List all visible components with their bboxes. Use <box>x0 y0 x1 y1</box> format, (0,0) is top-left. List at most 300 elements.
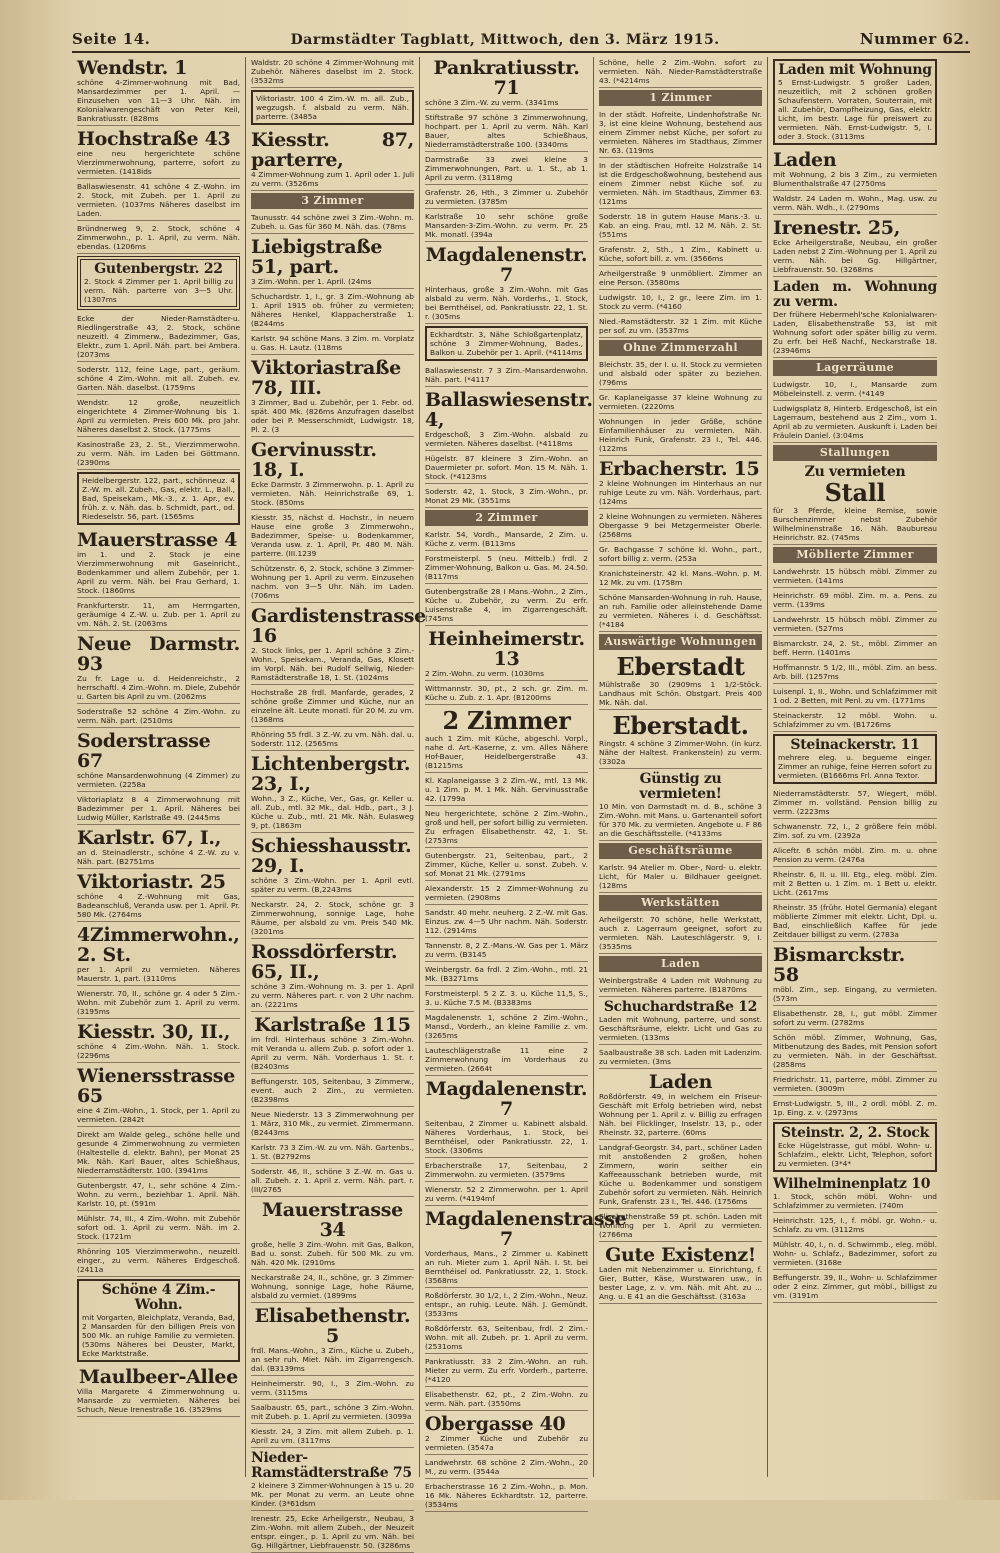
ad-heading: Neue Darmstr. 93 <box>77 633 240 675</box>
ad-heading: Gardistenstrasse 16 <box>251 605 426 647</box>
ad-text: Karlstr. 94 schöne Mans. 3 Zim. m. Vorplatz u. Gas. H. Lautz. (118ms <box>251 334 414 352</box>
classified-ad <box>425 1208 627 1288</box>
ad-text: Heidelbergerstr. 122, part., schönneuz. 4 Z.-W. m. all. Zubeh., Gas, elektr. L., Ball., Bad, Speisekam., Mk.-3., z. 1. Apr., ev. früh. z. v. Näh. das. b. Schmidt, part., od. Riedeselstr. 56, part. (1565ms <box>82 476 235 521</box>
ad-heading: Mauerstrasse 34 <box>262 1199 403 1241</box>
classified-ad <box>773 821 937 843</box>
classified-ad <box>425 244 588 324</box>
ad-heading: Karlstraße 115 <box>254 1014 411 1036</box>
boxed-ad <box>773 59 937 145</box>
classified-ad <box>425 1356 588 1387</box>
ad-text: Erbacherstraße 17, Seitenbau, 2 Zimmerwohn. zu vermieten. (3579ms <box>425 1161 588 1179</box>
classified-ad <box>773 379 937 401</box>
classified-ad <box>599 712 762 769</box>
ad-text: Kiesstr. 24, 3 Zim. mit allem Zubeh. p. 1. April zu vm. (3117ms <box>251 1427 414 1445</box>
ad-heading: Bismarckstr. 58 <box>773 944 905 986</box>
classified-ad <box>77 871 240 922</box>
classified-ad <box>251 605 426 685</box>
ad-text: Heinheimerstr. 90, I., 3 Zim.-Wohn. zu verm. (3115ms <box>251 1379 414 1397</box>
ad-heading: Schuchardstraße 12 <box>603 999 758 1015</box>
ad-text: 10 Min. von Darmstadt m. d. B., schöne 3 Zim.-Wohn. mit Mans. u. Gartenanteil sofort für 370 Mk. zu vermieten. Angebote u. F 86 an die Geschäftsstelle. (*4133ms <box>599 802 762 838</box>
ad-heading: Eberstadt. <box>612 711 749 740</box>
ad-text: Zu fr. Lage u. d. Heidenreichstr., 2 herrschaftl. 4 Zim.-Wohn. m. Diele, Zubehör u. Garten bis April zu vm. (2062ms <box>77 674 240 701</box>
ad-text: Schöne Mansarden-Wohnung in ruh. Hause, an ruh. Familie oder alleinstehende Dame zu vermieten. Näheres i. d. Geschäftsst. (*4184 <box>599 593 762 629</box>
classified-ad <box>425 1012 588 1043</box>
section-header: Geschäftsräume <box>599 843 762 859</box>
ad-heading: Irenestr. 25, <box>773 217 901 239</box>
classified-ad <box>425 707 588 773</box>
classified-ad <box>77 313 240 362</box>
ad-text: Ecke Darmstr. 3 Zimmerwohn. p. 1. April zu vermieten. Näh. Heinrichstraße 69, 1. Stock. (850ms <box>251 480 414 507</box>
classified-ad <box>599 568 762 590</box>
classified-ad <box>425 57 588 110</box>
ad-text: Luisenpl. 1, II., Wohn. und Schlafzimmer mit 1 od. 2 Betten, mit Penl. zu vm. (1771ms <box>773 687 937 705</box>
classified-ad <box>425 453 588 484</box>
issue-number: Nummer 62. <box>859 30 970 48</box>
classified-ad <box>77 730 240 792</box>
classified-ad <box>599 416 762 456</box>
classified-ad <box>77 439 240 470</box>
ad-text: Gr. Bachgasse 7 schöne kl. Wohn., part., sofort billig z. verm. (253a <box>599 545 762 563</box>
classified-ad <box>77 794 240 825</box>
ad-text: 3 Zimmer, Bad u. Zubehör, per 1. Febr. od. spät. 400 Mk. (826ms Anzufragen daselbst oder bei P. Messerschmidt, Ludwigstr. 18, Pl. 2. (3 <box>251 398 414 434</box>
ad-heading: Zu vermieten <box>804 464 906 480</box>
ad-text: Laden mit Nebenzimmer u. Einrichtung, f. Gier, Butter, Käse, Wurstwaren usw., in bester Lage, z. v. vm. Näh. mit Aht. zu ... Ang. u. E 41 an die Geschäftsst. (3163a <box>599 1265 762 1301</box>
classified-ad <box>773 279 937 358</box>
ad-text: 3 Zim.-Wohn. per 1. April. (24ms <box>251 277 372 286</box>
ad-text: an d. Steinadlerstr., schöne 4 Z.-W. zu v. Näh. part. (B2751ms <box>77 848 240 866</box>
ad-text: schöne 4-Zimmer-wohnung mit Bad, Mansardezimmer per 1. April. — Einzusehen von 11—3 Uhr. Näh. im Kolonialwarengeschäft von Peter Keil, Bankratiusstr. (828ms <box>77 78 240 123</box>
ad-text: Landwehrstr. 15 hübsch möbl. Zimmer zu vermieten. (141ms <box>773 567 937 585</box>
ad-text: Beffungerstr. 39, II., Wohn- u. Schlafzimmer oder 2 einz. Zimmer, gut möbl., billigst zu vm. (3191m <box>773 1273 937 1300</box>
ad-text: Roßdörferstr. 30 1/2, I., 2 Zim.-Wohn., Neuz. entspr., an ruhig. Leute. Näh. J. Gemündt. (3533ms <box>425 1291 588 1318</box>
classified-ad <box>599 359 762 390</box>
classified-ad <box>77 1021 240 1063</box>
ad-text: Schwanenstr. 72, I., 2 größere fein möbl. Zim. sof. zu vm. (2392a <box>773 822 937 840</box>
ad-heading: Laden <box>648 1071 713 1093</box>
ad-heading: Laden m. Wohnung zu verm. <box>773 279 937 310</box>
ad-text: Schön möbl. Zimmer, Wohnung, Gas, Mitbenutzung des Bades, mit Pension sofort zu vermieten. Näh. in der Geschäftsst. (2858ms <box>773 1033 937 1069</box>
ad-heading: Erbacherstr. 15 <box>599 458 760 480</box>
ad-text: Soderstraße 52 schöne 4 Zim.-Wohn. zu verm. Näh. part. (2510ms <box>77 707 240 725</box>
ad-heading: Schiesshausstr. 29, I. <box>251 835 412 877</box>
ad-text: Ludwigstr. 10, I., 2 gr., leere Zim. im 1. Stock zu verm. (*4160 <box>599 293 762 311</box>
classified-ad <box>773 686 937 708</box>
ad-heading: 2 Zimmer <box>442 706 571 735</box>
classified-ad <box>251 1014 414 1074</box>
classified-ad <box>251 1166 414 1197</box>
ad-text: im 1. und 2. Stock je eine Vierzimmerwohnung mit Gaseinricht., Bodenkammer und allem Zubehör, per 1. April zu verm. Näh. bei Frau Gerhard, 1. Stock. (1860ms <box>77 550 240 595</box>
ad-text: Roßdörferstr. 49, in welchem ein Friseur-Geschäft mit Erfolg betrieben wird, nebst Wohnung per 1. April z. v. Billig zu erfragen Näh. bei Flicklinger, Inselstr. 13, p., oder Rheinstr. 32, parterre. (60ms <box>599 1092 762 1137</box>
classified-ad <box>425 940 588 962</box>
ad-text: Taunusstr. 44 schöne zwei 3 Zim.-Wohn. m. Zubeh. u. Gas für 360 M. Näh. das. (78ms <box>251 213 414 231</box>
ad-heading: Nieder-Ramstädterstraße 75 <box>251 1450 412 1481</box>
classified-ad <box>251 236 414 289</box>
newspaper-title: Darmstädter Tagblatt, Mittwoch, den 3. März 1915. <box>290 32 720 48</box>
ad-text: Karlstraße 10 sehr schöne große Mansarden-3-Zim.-Wohn. zu verm. Pr. 25 Mk. monatl. (394a <box>425 212 588 239</box>
ad-heading: Schöne 4 Zim.-Wohn. <box>101 1282 216 1313</box>
ad-text: Nied.-Ramstädterstr. 32 1 Zim. mit Küche per sof. zu vm. (3537ms <box>599 317 762 335</box>
ad-text: Gutenbergstraße 28 I Mans.-Wohn., 2 Zim., Küche u. Zubehör, zu verm. Zu erfr. Luisenstraße 4, im Zigarrengeschäft. (745ms <box>425 587 588 623</box>
classified-ad <box>425 1290 588 1321</box>
ad-text: Forstmeisterpl. 5 2 Z. 3. u. Küche 11,5, S., 3. u. Küche 7.5 M. (B3383ms <box>425 989 588 1007</box>
ad-text: schöne 4 Z.-Wohnung mit Gas, Badeanschluß, Veranda usw. per 1. April. Pr. 580 Mk. (2764ms <box>77 892 240 919</box>
ad-text: Ludwigstr. 10, I., Mansarde zum Möbeleinstell. z. verm. (*4149 <box>773 380 937 398</box>
classified-ad <box>425 154 588 185</box>
ad-text: eine neu hergerichtete schöne Vierzimmerwohnung, parterre, sofort zu vermieten. (1418ids <box>77 149 240 176</box>
ad-text: Ernst-Ludwigstr. 5, III., 2 ordl. möbl. Z. m. 1p. Eing. z. v. (2973ms <box>773 1099 937 1117</box>
ad-text: 2. Stock 4 Zimmer per 1. April billig zu verm. Näh. parterre von 3—5 Uhr. (1307ms <box>84 277 233 304</box>
ad-text: 2 kleine Wohnungen im Hinterhaus an nur ruhige Leute zu vm. Näh. Vorderhaus, part. (124ms <box>599 479 762 506</box>
ad-text: Ballaswiesenstr. 41 schöne 4 Z.-Wohn. im 2. Stock, mit Zubeh. per 1. April zu vermieten. (1037ms Näheres daselbst im Laden. <box>77 182 240 218</box>
ad-text: Soderstr. 18 in gutem Hause Mans.-3. u. Kab. an eing. Frau, mtl. 12 M. Näh. 2. St. (551ms <box>599 212 762 239</box>
boxed-ad <box>773 1122 937 1172</box>
ad-text: Lauteschlägerstraße 11 eine 2 Zimmerwohnung im Vorderhaus zu vermieten. (2664t <box>425 1046 588 1073</box>
ad-text: Hoffmannstr. 5 1/2, III., möbl. Zim. an bess. Arb. bill. (1257ms <box>773 663 937 681</box>
ad-text: Gutenbergstr. 47, I., sehr schöne 4 Zim.-Wohn. zu verm., beziehbar 1. April. Näh. Karlstr. 10, pt. (591m <box>77 1181 240 1208</box>
classified-ad <box>77 1129 240 1178</box>
ad-text: Landgraf-Georgstr. 34, part., schöner Laden mit anstoßenden 2 großen, hohen Zimmern, worin seither ein Kaffeeausschank betrieben wurde, mit Küche u. Bodenkammer und sonstigem Zubehör sofort zu vermieten. Näh. Heinrich Funk, Grafenstr. 23 I., Tel. 446. (1756ms <box>599 1143 762 1206</box>
ad-heading: Magdalenenstr. 7 <box>425 244 588 286</box>
ad-text: Weinbergstraße 4 Laden mit Wohnung zu vermieten. Näheres parterre. (B1870ms <box>599 976 762 994</box>
classified-ad <box>599 1142 762 1209</box>
ad-heading: Günstig zu vermieten! <box>639 771 722 802</box>
classified-ad <box>77 397 240 437</box>
classified-ad <box>599 268 762 290</box>
ad-text: Soderstr. 42, 1. Stock, 3 Zim.-Wohn., pr. Monat 29 Mk. (3551ms <box>425 487 588 505</box>
ad-heading: Rossdörferstr. 65, II., <box>251 941 398 983</box>
classified-ad <box>77 181 240 221</box>
classified-ad <box>599 999 762 1045</box>
column-4 <box>594 57 768 1477</box>
ad-text: Hochstraße 28 frdl. Manfarde, gerades, 2 schöne große Zimmer und Küche, nur an einzelne ält. Leute monatl. für 20 M. zu vm. (1368ms <box>251 688 414 724</box>
section-header: Ohne Zimmerzahl <box>599 340 762 356</box>
classified-ad <box>77 128 240 179</box>
classified-ad <box>77 223 240 254</box>
classified-ad <box>251 1272 414 1303</box>
classified-ad <box>251 1402 414 1424</box>
classified-ad <box>77 529 240 598</box>
ad-text: 2 kleinere 3 Zimmer-Wohnungen à 15 u. 20 Mk. per Monat zu verm. an Leute ohne Kinder. (3*61dsm <box>251 1481 414 1508</box>
section-header: Stallungen <box>773 445 937 461</box>
classified-ad <box>599 653 762 710</box>
ad-text: Soderstr. 46, II., schöne 3 Z.-W. m. Gas u. all. Zubeh. z. 1. April z. verm. Näh. part. r. (III/2765 <box>251 1167 414 1194</box>
ad-text: Frankfurterstr. 11, am Herrngarten, geräumige 4 Z.-W. u. Zub. per 1. April zu vm. Näh. 2. St. (2063ms <box>77 601 240 628</box>
ad-heading: Gutenbergstr. 22 <box>94 261 223 277</box>
ad-text: Neckarstraße 24, II., schöne, gr. 3 Zimmer-Wohnung, sonnige Lage, hohe Räume, alsbald zu vermiet. (1899ms <box>251 1273 414 1300</box>
classified-ad <box>251 1199 414 1270</box>
ad-text: Bründnerweg 9, 2. Stock, schöne 4 Zimmerwohn., p. 1. April, zu verm. Näh. ebendas. (1206ms <box>77 224 240 251</box>
ad-text: Landwehrstr. 15 hübsch möbl. Zimmer zu vermieten. (527ms <box>773 615 937 633</box>
classified-ad <box>251 512 414 561</box>
ad-text: Viktoriastr. 100 4 Zim.-W. m. all. Zub., wegzugsh. f. alsbald zu verm. Näh. parterre. (3485a <box>256 94 409 121</box>
classified-ad <box>251 1076 414 1107</box>
classified-ad <box>773 944 937 1006</box>
classified-ad <box>599 862 762 893</box>
ad-text: Direkt am Walde geleg., schöne helle und gesunde 4 Zimmerwohnung zu vermieten (Haltestelle d. elektr. Bahn), per Monat 25 Mk. Näh. Karl Bauer, altes Schießhaus, Niederramstädterstr. 100. (3941ms <box>77 1130 240 1175</box>
classified-ad <box>599 160 762 209</box>
classified-ad <box>425 1457 588 1479</box>
classified-ad <box>773 788 937 819</box>
ad-text: Landwehrstr. 68 schöne 2 Zim.-Wohn., 20 M., zu verm. (3544a <box>425 1458 588 1476</box>
ad-heading: Gervinusstr. 18, I. <box>251 439 377 481</box>
classified-ad <box>251 753 414 833</box>
ad-text: Karlstr. 73 3 Zim.-W. zu vm. Näh. Gartenbs., 1. St. (B2792ms <box>251 1143 414 1161</box>
ad-text: Gr. Kaplaneigasse 37 kleine Wohnung zu vermieten. (2220ms <box>599 393 762 411</box>
ad-text: schöne 4 Zim.-Wohn. Näh. 1. Stock. (2296ms <box>77 1042 240 1060</box>
classified-ad <box>599 392 762 414</box>
classified-ad <box>425 211 588 242</box>
section-header: Lagerräume <box>773 360 937 376</box>
ad-text: Rheinstr. 6, II. u. III. Etg., eleg. möbl. Zim. mit 2 Betten u. 1 Zim. m. 1 Bett u. elektr. Licht. (2617ms <box>773 870 937 897</box>
ad-heading: Wendstr. 1 <box>77 57 188 79</box>
classified-ad <box>251 941 414 1012</box>
classified-ad <box>251 1378 414 1400</box>
classified-ad <box>251 57 414 88</box>
ad-heading: Gute Existenz! <box>605 1244 756 1266</box>
ad-heading: Liebigstraße 51, part. <box>251 236 383 278</box>
ad-text: Neu hergerichtete, schöne 2 Zim.-Wohn., groß und hell, per sofort billig zu vermieten. Zu erfragen Elisabethenstr. 42, 1. St. (2753ms <box>425 809 588 845</box>
ad-text: Hinterhaus, große 3 Zim.-Wohn. mit Gas alsbald zu verm. Näh. Vorderhs., 1. Stock, bei Bernthéisel, od. Pankratiusstr. 22, 1. St. r. (305ms <box>425 285 588 321</box>
ad-text: Neue Niederstr. 13 3 Zimmerwohnung per 1. März, 310 Mk., zu vermiet. Zimmermann. (B2443ms <box>251 1110 414 1137</box>
ad-text: Hügelstr. 87 kleinere 3 Zim.-Wohn. an Dauermieter pr. sofort. Mon. 15 M. Näh. 1. Stock. (*4123ms <box>425 454 588 481</box>
classified-ad <box>425 1184 588 1206</box>
classified-ad <box>599 458 762 509</box>
ad-heading: Lichtenbergstr. 23, I., <box>251 753 411 795</box>
ad-text: 1. Stock, schön möbl. Wohn- und Schlafzimmer zu vermieten. (740m <box>773 1192 937 1210</box>
classified-ad <box>251 212 414 234</box>
page-label: Seite 14. <box>72 30 151 48</box>
ad-text: große, helle 3 Zim.-Wohn. mit Gas, Balkon, Bad u. sonst. Zubeh. für 500 Mk. zu vm. Näh. 420 Mk. (2910ms <box>251 1240 414 1267</box>
classified-ad <box>251 439 414 510</box>
classified-ad <box>425 907 588 938</box>
classified-ad <box>77 1180 240 1211</box>
classified-ad <box>425 529 588 551</box>
ad-heading: 4Zimmerwohn., 2. St. <box>77 924 240 966</box>
boxed-ad <box>773 734 937 784</box>
classified-ad <box>773 217 937 277</box>
ad-text: schöne 3 Zim.-W. zu verm. (3341ms <box>425 98 559 107</box>
section-header: Werkstätten <box>599 895 762 911</box>
ad-text: mit Vorgarten, Bleichplatz, Veranda, Bad, 2 Mansarden für den billigen Preis von 500 Mk. an ruhige Familie zu vermieten. (530ms Näheres bei Deuster, Markt, Ecke Marktstraße. <box>82 1313 235 1358</box>
classified-ad <box>425 389 593 451</box>
classified-ad <box>425 586 588 626</box>
ad-text: Elisabethenstraße 59 pt. schön. Laden mit Wohnung per 1. April zu vermieten. (2766ma <box>599 1212 762 1239</box>
column-2 <box>246 57 426 1550</box>
classified-ad <box>773 1272 937 1303</box>
classified-ad <box>251 291 414 331</box>
classified-ad <box>425 850 588 881</box>
ad-heading: Wilhelminenplatz 10 <box>773 1176 931 1192</box>
ad-text: schöne 3 Zim.-Wohnung m. 3. per 1. April zu verm. Näheres part. r. von 2 Uhr nachm. an. (2221ms <box>251 982 414 1009</box>
ad-heading: Wienersstrasse 65 <box>77 1065 235 1107</box>
ad-text: Schöne, helle 2 Zim.-Wohn. sofort zu vermieten. Näh. Nieder-Ramstädterstraße 43. (*4214ms <box>599 58 762 85</box>
classified-ad <box>251 1450 414 1511</box>
ad-text: Bleichstr. 35, der I. u. II. Stock zu vermieten und alsbald oder später zu beziehen. (796ms <box>599 360 762 387</box>
ad-text: Roßdörferstr. 63, Seitenbau, frdl. 2 Zim.-Wohn. mit all. Zubeh. pr. 1. April zu verm. (2531oms <box>425 1324 588 1351</box>
ad-text: mit Wohnung, 2 bis 3 Zim., zu vermieten Blumenthalstraße 47 (2750ms <box>773 170 937 188</box>
ad-text: 4 Zimmer-Wohnung zum 1. April oder 1. Juli zu verm. (3526ms <box>251 170 414 188</box>
ad-text: Wendstr. 12 große, neuzeitlich eingerichtete 4 Zimmer-Wohnung bis 1. April zu vermieten. Preis 600 Mk. pro Jahr. Näheres daselbst 2. Stock. (1775ms <box>77 398 240 434</box>
ad-text: Viktoriaplatz 8 4 Zimmerwohnung mit Badezimmer per 1. April. Näheres bei Ludwig Müller, Karlstraße 49. (2445ms <box>77 795 240 822</box>
ad-text: Kasinostraße 23, 2. St., Vierzimmerwohn. zu verm. Näh. im Laden bei Göttmann. (2390ms <box>77 440 240 467</box>
classified-ad <box>599 316 762 338</box>
classified-ad <box>77 1366 240 1417</box>
ad-text: Wienerstr. 52 2 Zimmerwohn. per 1. April zu verm. (*4194mf <box>425 1185 588 1203</box>
classified-ad <box>773 614 937 636</box>
classified-ad <box>599 544 762 566</box>
classified-ad <box>425 808 588 848</box>
ad-text: 2. Stock links, per 1. April schöne 3 Zim.-Wohn., Speisekam., Veranda, Gas, Klosett im Vorpl. Näh. bei Rudolf Sellwig, Nieder-Ramstädterstraße 18, 1. St. (1024ms <box>251 646 414 682</box>
ad-heading: Elisabethenstr. 5 <box>254 1305 411 1347</box>
ad-text: Neckarstr. 24, 2. Stock, schöne gr. 3 Zimmerwohnung, sonnige Lage, hohe Räume, per alsbald zu vm. Preis 540 Mk. (3201ms <box>251 900 414 936</box>
ad-text: Waldstr. 24 Laden m. Wohn., Mag. usw. zu verm. Näh. Wdh., I. (2790ms <box>773 194 937 212</box>
classified-ad <box>425 486 588 508</box>
ad-text: schöne Mansardenwohnung (4 Zimmer) zu vermieten. (2258a <box>77 771 240 789</box>
ad-text: auch 1 Zim. mit Küche, abgeschl. Vorpl., nahe d. Art.-Kaserne, z. vm. Alles Nähere Hof-Bauer, Heidelbergerstraße 43. (B1215ms <box>425 734 588 770</box>
ad-text: Arheilgerstraße 9 unmöbliert. Zimmer an eine Person. (3580ms <box>599 269 762 287</box>
ad-text: Wittmannstr. 30, pt., 2 sch. gr. Zim. m. Küche u. Zub. z. 1. Apr. (B1200ms <box>425 684 588 702</box>
classified-ad <box>425 628 588 681</box>
ad-text: Alexanderstr. 15 2 Zimmer-Wohnung zu vermieten. (2908ms <box>425 884 588 902</box>
classified-ad <box>599 1071 762 1140</box>
classified-ad <box>425 187 588 209</box>
boxed-ad <box>77 1279 240 1362</box>
ad-text: Mühlstr. 40, I., n. d. Schwimmb., eleg. möbl. Wohn- u. Schlafz., Badezimmer, sofort zu vermieten. (3168e <box>773 1240 937 1267</box>
ad-text: In der städt. Hofreite, Lindenhofstraße Nr. 3, ist eine kleine Wohnung, bestehend aus einem Zimmer nebst Küche, per sofort zu vermieten. Näheres im Stadthaus, Zimmer Nr. 63. (119ms <box>599 110 762 155</box>
ad-text: Gutenbergstr. 21, Seitenbau, part., 2 Zimmer, Küche, Keller u. sonst. Zubeh. v. sof. Monat 21 Mk. (2791ms <box>425 851 588 878</box>
ad-text: Soderstr. 112, feine Lage, part., geräum. schöne 4 Zim.-Wohn. mit all. Zubeh. ev. Garten. Näh. daselbst. (1759ms <box>77 365 240 392</box>
boxed-ad <box>77 472 240 525</box>
ad-heading: Magdalenenstrasse 7 <box>425 1208 627 1250</box>
classified-ad <box>773 845 937 867</box>
classified-ad <box>251 563 414 603</box>
ad-heading: Viktoriastr. 25 <box>77 871 226 893</box>
ad-text: Schuchardstr. 1, I., gr. 3 Zim.-Wohnung ab 1. April 1915 ob. früher zu vermieten; Näheres Henkel, Klappacherstraße 1. (B244ms <box>251 292 414 328</box>
ad-text: Ecke der Nieder-Ramstädter-u. Riedlingerstraße 43, 2. Stock, schöne neuzeitl. 4 Zimmerw., Badezimmer, Gas, Elektr., zum 1. April. Näh. part. bei Ambera. (2073ms <box>77 314 240 359</box>
ad-heading: Steinstr. 2, 2. Stock <box>781 1125 929 1141</box>
classified-ad <box>773 193 937 215</box>
classified-ad <box>773 1008 937 1030</box>
classified-ad <box>77 633 240 704</box>
ad-heading: Soderstrasse 67 <box>77 730 211 772</box>
ad-text: eine 4 Zim.-Wohn., 1. Stock, per 1. April zu vermieten. (2842t <box>77 1106 240 1124</box>
ad-text: per 1. April zu vermieten. Näheres Mauerstr. 1, part. (3110ms <box>77 965 240 983</box>
section-header: Auswärtige Wohnungen <box>599 634 762 650</box>
classified-ad <box>599 511 762 542</box>
classified-ad <box>773 1074 937 1096</box>
classified-ad <box>773 1215 937 1237</box>
ad-text: Forstmeisterpl. 5 (neu. Mittelb.) frdl. 2 Zimmer-Wohnung, Balkon u. Gas. M. 24.50. (B117ms <box>425 554 588 581</box>
ad-heading: Laden <box>773 149 837 171</box>
ad-text: Saalbaustr. 65, part., schöne 3 Zim.-Wohn. mit Zubeh. p. 1. April zu vermieten. (3099a <box>251 1403 414 1421</box>
classified-ad <box>599 914 762 954</box>
boxed-ad <box>251 90 414 125</box>
classified-ad <box>773 662 937 684</box>
ad-text: Friedrichstr. 11, parterre, möbl. Zimmer zu vermieten. (3009m <box>773 1075 937 1093</box>
ad-text: Niederramstädterstr. 57, Wiegert, möbl. Zimmer m. vollständ. Pension billig zu verm. (2223ms <box>773 789 937 816</box>
ad-text: im frdl. Hinterhaus schöne 3 Zim.-Wohn. mit Veranda u. allem Zub. p. sofort oder 1. April zu verm. Näh. Vorderhaus 1. St. r. (B2403ms <box>251 1035 414 1071</box>
ad-text: Steinackerstr. 12 möbl. Wohn. u. Schlafzimmer zu vm. (B1726ms <box>773 711 937 729</box>
ad-text: Aliceftr. 6 schön möbl. Zim. m. u. ohne Pension zu verm. (2476a <box>773 846 937 864</box>
ad-text: Elisabethenstr. 62, pt., 2 Zim.-Wohn. zu verm. Näh. part. (3550ms <box>425 1390 588 1408</box>
ad-heading: Hochstraße 43 <box>77 128 231 150</box>
ad-text: Kl. Kaplaneigasse 3 2 Zim.-W., mtl. 13 Mk. u. 1 Zim. p. M. 1 Mk. Näh. Gervinusstraße 42. (1799a <box>425 776 588 803</box>
classified-ad <box>77 988 240 1019</box>
ad-heading: Heinheimerstr. 13 <box>428 628 585 670</box>
ad-text: schöne 3 Zim.-Wohn. per 1. April evtl. später zu verm. (B,2243ms <box>251 876 414 894</box>
ad-text: Grafenstr. 26, Hth., 3 Zimmer u. Zubehör zu vermieten. (3785m <box>425 188 588 206</box>
section-header: Möblierte Zimmer <box>773 547 937 563</box>
classified-ad <box>77 57 240 126</box>
classified-ad <box>773 590 937 612</box>
ad-text: Erdgeschoß, 3 Zim.-Wohn. alsbald zu vermieten. Näheres daselbst. (*4118ms <box>425 430 588 448</box>
ad-text: Rhönring 55 frdl. 3 Z.-W. zu vm. Näh. dal. u. Soderstr. 112. (2565ms <box>251 730 414 748</box>
ad-text: Seitenbau, 2 Zimmer u. Kabinett alsbald. Näheres Vorderhaus, 1. Stock, bei Bernthéisel, oder Pankratiusstr. 22, 1. Stock. (3306ms <box>425 1119 588 1155</box>
ad-text: In der städtischen Hofreite Holzstraße 14 ist die Erdgeschoßwohnung, bestehend aus einem Zimmer nebst Küche sof. zu vermieten. Näh. im Stadthaus, Zimmer 63. (121ms <box>599 161 762 206</box>
classified-ad <box>425 1045 588 1076</box>
classified-ad <box>773 710 937 732</box>
classified-ad <box>251 899 414 939</box>
column-5 <box>768 57 942 1477</box>
classified-ad <box>251 1513 414 1553</box>
classified-ad <box>425 112 588 152</box>
classified-ad <box>773 566 937 588</box>
ad-text: mehrere eleg. u. begueme einger. Zimmer an ruhige, feine Herren sofort zu vermieten. (B1666ms Frl. Anna Textor. <box>778 753 932 780</box>
ad-text: 5 Ernst-Ludwigstr. 5 großer Laden, neuzeitlich, mit 2 schönen großen Schaufenstern. Vorraten, Souterrain, mit all. Zubehör, Dampfheizung, Gas, elektr. Licht, im bestr. Lage für preiswert zu vermieten. Näh. Ernst-Ludwigstr. 5, I. oder 3. Stock. (3113ms <box>778 78 932 141</box>
boxed-ad <box>425 326 588 361</box>
ad-text: Weinbergstr. 6a frdl. 2 Zim.-Wohn., mtl. 21 Mk. (B3271ms <box>425 965 588 983</box>
classified-ad <box>773 869 937 900</box>
ad-text: Bismarckstr. 24, 2. St., möbl. Zimmer an beff. Herrn. (1401ms <box>773 639 937 657</box>
classified-ad <box>425 1413 588 1455</box>
classified-ad <box>425 883 588 905</box>
masthead <box>72 30 970 53</box>
ad-text: Ringstr. 4 schöne 3 Zimmer-Wohn. (in kurz. Nähe der Haltest. Frankenstein) zu verm. (3302a <box>599 739 762 766</box>
classified-ad <box>773 464 937 545</box>
classified-ad <box>599 109 762 158</box>
ad-text: Stiftstraße 97 schöne 3 Zimmerwohnung, hochpart. per 1. April zu verm. Näh. Karl Bauer, altes Schießhaus, Niederramstädterstraße 100. (3340ms <box>425 113 588 149</box>
ad-text: Elisabethenstr. 28, I., gut möbl. Zimmer sofort zu verm. (2782ms <box>773 1009 937 1027</box>
classified-ad <box>425 1078 588 1158</box>
ad-text: Heinrichstr. 69 möbl. Zim. m. a. Pens. zu verm. (139ms <box>773 591 937 609</box>
column-1 <box>72 57 246 1477</box>
classified-ad <box>77 600 240 631</box>
classified-ad <box>773 403 937 443</box>
ad-text: Vorderhaus, Mans., 2 Zimmer u. Kabinett an ruh. Mieter zum 1. April Näh. I. St. bei Bernthéisel od. Pankratiusstr. 22, 1. Stock. (3568ms <box>425 1249 588 1285</box>
classified-ad <box>425 988 588 1010</box>
classified-ad <box>425 1160 588 1182</box>
columns <box>72 57 970 1550</box>
ad-text: Mühlstraße 30 (2909ms 1 1/2-Stöck. Landhaus mit Schön. Obstgart. Preis 400 Mk. Näh. dal. <box>599 680 762 707</box>
ad-heading: Laden mit Wohnung <box>778 62 932 78</box>
ad-heading: Stall <box>824 478 886 507</box>
ad-heading: Eberstadt <box>616 652 745 681</box>
classified-ad <box>599 244 762 266</box>
ad-text: Saalbaustraße 38 sch. Laden mit Ladenzim. zu vermieten. (3ms <box>599 1048 762 1066</box>
ad-text: Ballaswiesenstr. 7 3 Zim.-Mansardenwohn. Näh. part. (*4117 <box>425 366 588 384</box>
ad-text: Kiesstr. 35, nächst d. Hochstr., in neuem Hause eine große 3 Zimmerwohn., Badezimmer, Speise- u. Bodenkammer, Veranda usw. z. 1. April, Pr. 480 M. Näh. parterre. (III.1239 <box>251 513 414 558</box>
classified-ad <box>599 592 762 632</box>
ad-heading: Kiesstr. 30, II., <box>77 1021 231 1043</box>
ad-heading: Mauerstrasse 4 <box>77 529 238 551</box>
classified-ad <box>599 211 762 242</box>
classified-ad <box>425 964 588 986</box>
ad-text: Eckhardtstr. 3, Nähe Schloßgartenplatz, schöne 3 Zimmer-Wohnung, Bades., Balkon u. Zubehör per 1. April. (*4114ms <box>430 330 583 357</box>
section-header: 3 Zimmer <box>251 193 414 209</box>
ad-heading: Pankratiusstr. 71 <box>433 57 580 99</box>
classified-ad <box>77 1213 240 1244</box>
classified-ad <box>773 1032 937 1072</box>
